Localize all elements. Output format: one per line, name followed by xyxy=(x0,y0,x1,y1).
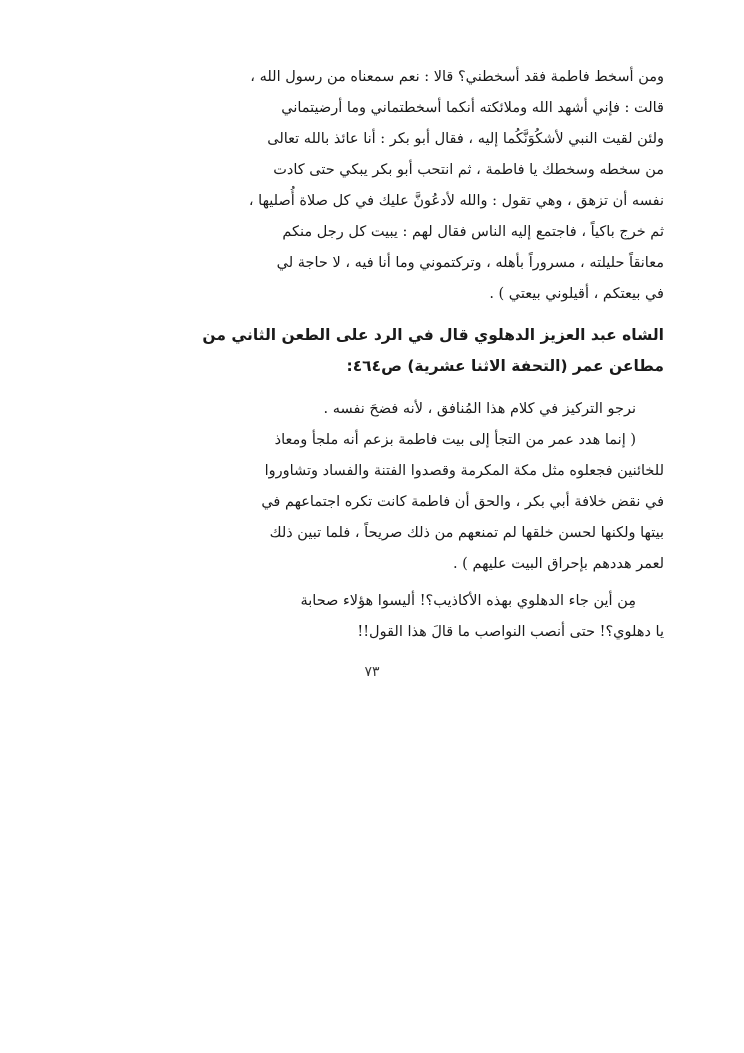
text-line: لعمر هددهم بإحراق البيت عليهم ) . xyxy=(452,556,664,572)
paragraph-3-quote xyxy=(80,425,664,580)
paragraph-1 xyxy=(80,62,664,310)
heading-line: الشاه عبد العزيز الدهلوي قال في الرد على الطعن الثاني من xyxy=(202,326,664,344)
page-text-column xyxy=(80,62,664,648)
text-line: نرجو التركيز في كلام هذا المُنافق ، لأنه فضحَ نفسه . xyxy=(323,401,636,417)
page-number: ٧٣ xyxy=(364,664,380,680)
text-line: للخائنين فجعلوه مثل مكة المكرمة وقصدوا الفتنة والفساد وتشاوروا xyxy=(264,463,664,479)
text-line: في بيعتكم ، أقيلوني بيعتي ) . xyxy=(489,286,664,302)
text-line: قالت : فإني أشهد الله وملائكته أنكما أسخطتماني وما أرضيتماني xyxy=(281,100,664,116)
text-line: ولئن لقيت النبي لأشكُوَنَّكُما إليه ، فقال أبو بكر : أنا عائذ بالله تعالى xyxy=(267,131,664,147)
text-line: معانقاً حليلته ، مسروراً بأهله ، وتركتموني وما أنا فيه ، لا حاجة لي xyxy=(276,255,664,271)
text-line: مِن أين جاء الدهلوي بهذه الأكاذيب؟! أليسوا هؤلاء صحابة xyxy=(300,593,636,609)
text-line: يا دهلوي؟! حتى أنصب النواصب ما قالَ هذا القول!! xyxy=(357,624,664,640)
text-line: بيتها ولكنها لحسن خلقها لم تمنعهم من ذلك صريحاً ، فلما تبين ذلك xyxy=(269,525,664,541)
text-line: في نقض خلافة أبي بكر ، والحق أن فاطمة كانت تكره اجتماعهم في xyxy=(261,494,664,510)
text-line: ومن أسخط فاطمة فقد أسخطني؟ قالا : نعم سمعناه من رسول الله ، xyxy=(250,69,664,85)
text-line: نفسه أن تزهق ، وهي تقول : والله لأدعُونَّ عليك في كل صلاة أُصليها ، xyxy=(248,193,664,209)
text-line: ثم خرج باكياً ، فاجتمع إليه الناس فقال لهم : يبيت كل رجل منكم xyxy=(282,224,664,240)
section-heading xyxy=(80,320,664,382)
paragraph-2 xyxy=(80,394,664,425)
text-line: ( إنما هدد عمر من التجأ إلى بيت فاطمة بزعم أنه ملجأ ومعاذ xyxy=(274,432,636,448)
heading-line: مطاعن عمر (التحفة الاثنا عشرية) ص٤٦٤: xyxy=(346,357,664,375)
paragraph-4 xyxy=(80,586,664,648)
text-line: من سخطه وسخطك يا فاطمة ، ثم انتحب أبو بكر يبكي حتى كادت xyxy=(273,162,664,178)
